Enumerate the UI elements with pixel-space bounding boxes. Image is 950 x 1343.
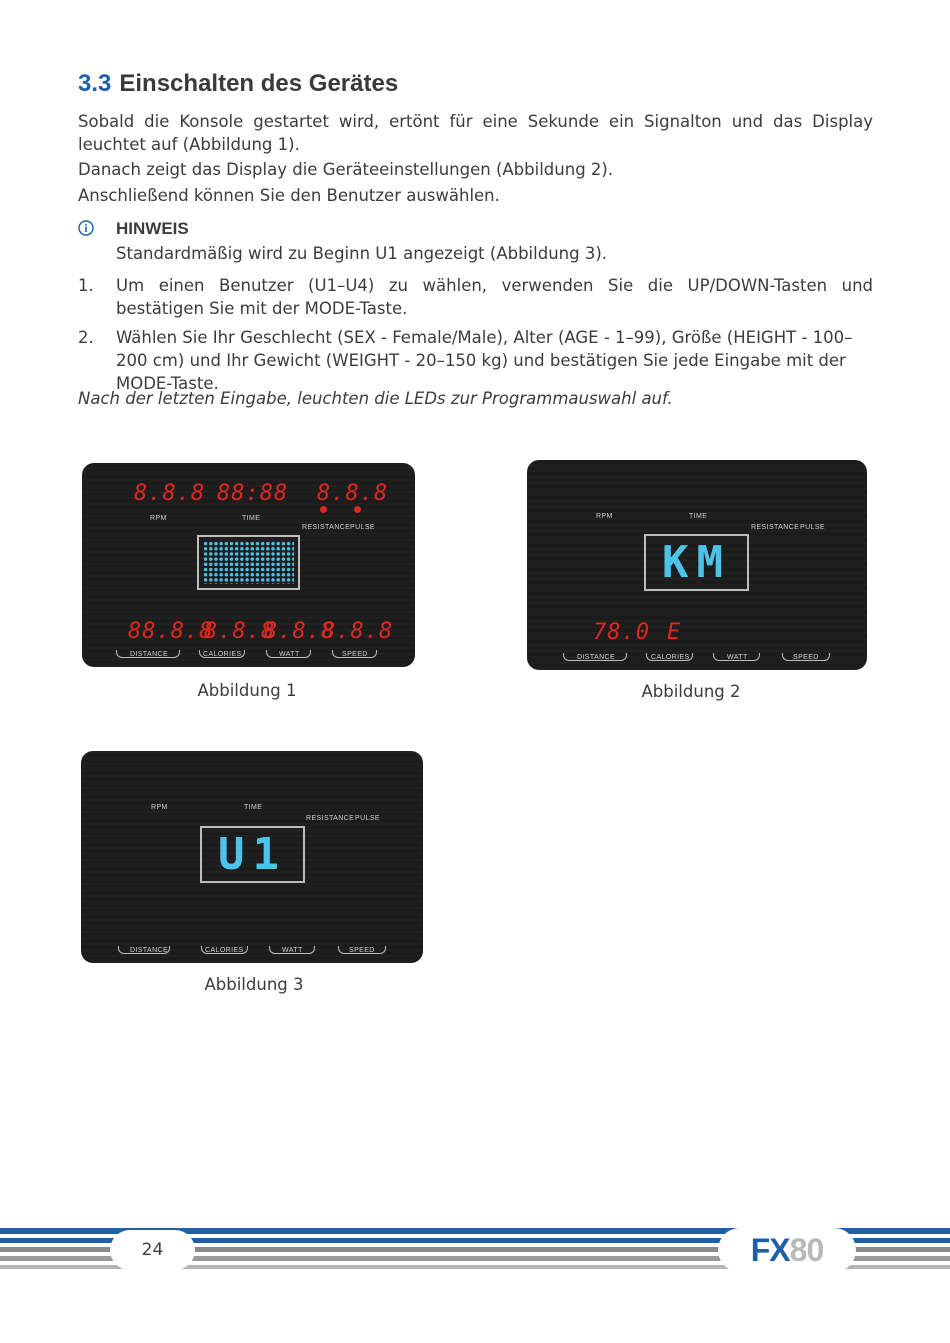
section-number: 3.3	[78, 70, 112, 97]
distance-label: DISTANCE	[130, 947, 169, 954]
resistance-pulse-digits: 8.8.8	[317, 481, 389, 506]
speed-label: SPEED	[793, 654, 819, 661]
rpm-label: RPM	[596, 513, 613, 520]
unit-digit: E	[667, 620, 682, 645]
distance-digits: 88.8.8	[128, 619, 214, 644]
calories-label: CALORIES	[203, 651, 242, 658]
calories-digits: 8.8.8	[204, 619, 276, 644]
step-text: Um einen Benutzer (U1–U4) zu wählen, verwenden Sie die UP/DOWN-Tasten und bestätigen Sie mit der MODE-Taste.	[116, 276, 873, 318]
rpm-digits: 8.8.8	[134, 481, 206, 506]
intro-paragraph-2: Danach zeigt das Display die Geräteeinstellungen (Abbildung 2).	[78, 160, 614, 179]
time-digits: 88:88	[217, 481, 289, 506]
watt-label: WATT	[727, 654, 748, 661]
resistance-label: RESISTANCE	[302, 524, 351, 531]
pulse-label: PULSE	[350, 524, 375, 531]
console-display-figure-3	[81, 751, 423, 963]
brand-number: 80	[789, 1231, 824, 1268]
resistance-indicator	[320, 506, 327, 513]
value-digits: 78.0	[593, 620, 650, 645]
note-text: Standardmäßig wird zu Beginn U1 angezeigt (Abbildung 3).	[116, 244, 608, 263]
figure-3-caption: Abbildung 3	[204, 975, 304, 994]
pulse-label: PULSE	[355, 815, 380, 822]
console-display-figure-1	[82, 463, 415, 667]
watt-label: WATT	[282, 947, 303, 954]
speed-label: SPEED	[349, 947, 375, 954]
section-heading	[78, 70, 398, 98]
matrix-text: U1	[218, 829, 287, 880]
speed-label: SPEED	[342, 651, 368, 658]
section-title: Einschalten des Gerätes	[119, 70, 399, 97]
dot-matrix-grid	[203, 541, 294, 584]
console-display-figure-2	[527, 460, 867, 670]
page-number: 24	[141, 1240, 164, 1260]
time-label: TIME	[244, 804, 263, 811]
pulse-label: PULSE	[800, 524, 825, 531]
figure-1-caption: Abbildung 1	[197, 681, 297, 700]
step-number: 2.	[78, 328, 94, 347]
calories-label: CALORIES	[651, 654, 690, 661]
figure-2-caption: Abbildung 2	[641, 682, 741, 701]
dot-matrix-display	[644, 534, 749, 591]
watt-label: WATT	[279, 651, 300, 658]
closing-note: Nach der letzten Eingabe, leuchten die LEDs zur Programmauswahl auf.	[78, 389, 673, 408]
intro-paragraph-1: Sobald die Konsole gestartet wird, ertönt für eine Sekunde ein Signalton und das Display leuchtet auf (Abbildung 1).	[78, 112, 873, 154]
pulse-indicator	[354, 506, 361, 513]
step-number: 1.	[78, 276, 94, 295]
info-icon	[78, 220, 94, 236]
time-label: TIME	[242, 515, 261, 522]
resistance-label: RESISTANCE	[751, 524, 800, 531]
watt-digits: 8.8.8	[264, 619, 336, 644]
speed-digits: 8.8.8	[322, 619, 394, 644]
dot-matrix-display	[200, 826, 305, 883]
note-title: HINWEIS	[116, 219, 189, 238]
calories-label: CALORIES	[205, 947, 244, 954]
time-label: TIME	[689, 513, 708, 520]
step-text: Wählen Sie Ihr Geschlecht (SEX - Female/Male), Alter (AGE - 1–99), Größe (HEIGHT - 100–200 cm) und Ihr Gewicht (WEIGHT - 20–150 kg) und bestätigen Sie jede Eingabe mit der MODE-Taste.	[116, 328, 853, 393]
distance-label: DISTANCE	[130, 651, 169, 658]
intro-paragraph-3: Anschließend können Sie den Benutzer auswählen.	[78, 186, 500, 205]
page-number-badge	[110, 1230, 195, 1270]
resistance-label: RESISTANCE	[306, 815, 355, 822]
dot-matrix-display	[197, 535, 300, 590]
brand-logo	[718, 1228, 856, 1272]
rpm-label: RPM	[150, 515, 167, 522]
matrix-text: KM	[662, 537, 731, 588]
rpm-label: RPM	[151, 804, 168, 811]
distance-label: DISTANCE	[577, 654, 616, 661]
brand-fx: FX	[750, 1231, 790, 1268]
